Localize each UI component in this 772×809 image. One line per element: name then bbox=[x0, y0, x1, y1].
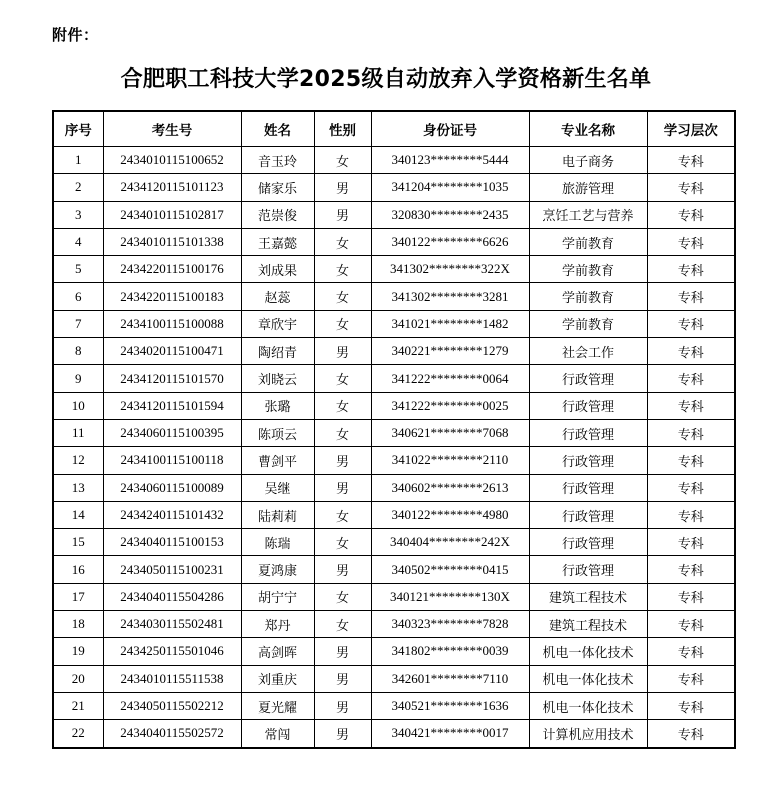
cell-major: 旅游管理 bbox=[529, 174, 647, 201]
table-row bbox=[53, 583, 735, 610]
table-row bbox=[53, 419, 735, 446]
cell-gender: 男 bbox=[314, 447, 371, 474]
cell-exam-number: 2434220115100176 bbox=[103, 256, 241, 283]
cell-name: 常闯 bbox=[241, 720, 314, 748]
cell-level: 专科 bbox=[647, 692, 735, 719]
cell-seq: 21 bbox=[53, 692, 103, 719]
cell-gender: 女 bbox=[314, 583, 371, 610]
cell-exam-number: 2434250115501046 bbox=[103, 638, 241, 665]
cell-gender: 女 bbox=[314, 611, 371, 638]
table-row bbox=[53, 556, 735, 583]
table-row bbox=[53, 256, 735, 283]
cell-name: 刘重庆 bbox=[241, 665, 314, 692]
table-row bbox=[53, 611, 735, 638]
column-header-level: 学习层次 bbox=[647, 111, 735, 147]
cell-name: 刘成果 bbox=[241, 256, 314, 283]
cell-exam-number: 2434010115102817 bbox=[103, 201, 241, 228]
attachment-label: 附件： bbox=[52, 26, 99, 44]
cell-seq: 13 bbox=[53, 474, 103, 501]
column-header-major: 专业名称 bbox=[529, 111, 647, 147]
cell-level: 专科 bbox=[647, 283, 735, 310]
table-row bbox=[53, 365, 735, 392]
table-header-row bbox=[53, 111, 735, 147]
cell-level: 专科 bbox=[647, 474, 735, 501]
cell-id-number: 341302********322X bbox=[371, 256, 529, 283]
cell-exam-number: 2434030115502481 bbox=[103, 611, 241, 638]
cell-id-number: 341021********1482 bbox=[371, 310, 529, 337]
cell-id-number: 340123********5444 bbox=[371, 147, 529, 174]
cell-major: 行政管理 bbox=[529, 501, 647, 528]
cell-id-number: 341802********0039 bbox=[371, 638, 529, 665]
cell-level: 专科 bbox=[647, 720, 735, 748]
cell-id-number: 340602********2613 bbox=[371, 474, 529, 501]
cell-exam-number: 2434120115101594 bbox=[103, 392, 241, 419]
table-row bbox=[53, 392, 735, 419]
document-title: 合肥职工科技大学2025级自动放弃入学资格新生名单 bbox=[120, 67, 652, 92]
table-row bbox=[53, 283, 735, 310]
cell-seq: 1 bbox=[53, 147, 103, 174]
cell-gender: 男 bbox=[314, 556, 371, 583]
cell-gender: 男 bbox=[314, 720, 371, 748]
cell-exam-number: 2434220115100183 bbox=[103, 283, 241, 310]
cell-major: 烹饪工艺与营养 bbox=[529, 201, 647, 228]
cell-name: 储家乐 bbox=[241, 174, 314, 201]
table-row bbox=[53, 692, 735, 719]
cell-name: 王嘉懿 bbox=[241, 228, 314, 255]
cell-gender: 女 bbox=[314, 392, 371, 419]
cell-gender: 男 bbox=[314, 692, 371, 719]
cell-exam-number: 2434050115100231 bbox=[103, 556, 241, 583]
cell-gender: 女 bbox=[314, 228, 371, 255]
cell-id-number: 340323********7828 bbox=[371, 611, 529, 638]
cell-major: 行政管理 bbox=[529, 556, 647, 583]
cell-exam-number: 2434040115502572 bbox=[103, 720, 241, 748]
cell-seq: 9 bbox=[53, 365, 103, 392]
cell-major: 学前教育 bbox=[529, 283, 647, 310]
cell-id-number: 340122********6626 bbox=[371, 228, 529, 255]
cell-id-number: 340621********7068 bbox=[371, 419, 529, 446]
table-row bbox=[53, 201, 735, 228]
cell-major: 计算机应用技术 bbox=[529, 720, 647, 748]
cell-major: 建筑工程技术 bbox=[529, 611, 647, 638]
cell-level: 专科 bbox=[647, 583, 735, 610]
cell-name: 范崇俊 bbox=[241, 201, 314, 228]
table-row bbox=[53, 529, 735, 556]
cell-seq: 17 bbox=[53, 583, 103, 610]
cell-level: 专科 bbox=[647, 201, 735, 228]
cell-id-number: 340521********1636 bbox=[371, 692, 529, 719]
cell-level: 专科 bbox=[647, 256, 735, 283]
cell-exam-number: 2434050115502212 bbox=[103, 692, 241, 719]
cell-seq: 6 bbox=[53, 283, 103, 310]
cell-name: 刘晓云 bbox=[241, 365, 314, 392]
cell-gender: 男 bbox=[314, 638, 371, 665]
cell-seq: 12 bbox=[53, 447, 103, 474]
cell-name: 音玉玲 bbox=[241, 147, 314, 174]
cell-level: 专科 bbox=[647, 147, 735, 174]
cell-exam-number: 2434060115100395 bbox=[103, 419, 241, 446]
cell-seq: 22 bbox=[53, 720, 103, 748]
cell-exam-number: 2434240115101432 bbox=[103, 501, 241, 528]
cell-name: 陈瑞 bbox=[241, 529, 314, 556]
cell-name: 赵蕊 bbox=[241, 283, 314, 310]
cell-level: 专科 bbox=[647, 174, 735, 201]
cell-id-number: 341204********1035 bbox=[371, 174, 529, 201]
cell-id-number: 340502********0415 bbox=[371, 556, 529, 583]
cell-gender: 男 bbox=[314, 474, 371, 501]
table-row bbox=[53, 147, 735, 174]
cell-seq: 16 bbox=[53, 556, 103, 583]
cell-major: 行政管理 bbox=[529, 529, 647, 556]
cell-gender: 女 bbox=[314, 365, 371, 392]
cell-gender: 女 bbox=[314, 256, 371, 283]
cell-level: 专科 bbox=[647, 447, 735, 474]
cell-name: 夏光耀 bbox=[241, 692, 314, 719]
cell-id-number: 340121********130X bbox=[371, 583, 529, 610]
table-row bbox=[53, 665, 735, 692]
cell-gender: 女 bbox=[314, 283, 371, 310]
cell-exam-number: 2434010115101338 bbox=[103, 228, 241, 255]
column-header-id-number: 身份证号 bbox=[371, 111, 529, 147]
cell-level: 专科 bbox=[647, 310, 735, 337]
cell-id-number: 341022********2110 bbox=[371, 447, 529, 474]
cell-seq: 11 bbox=[53, 419, 103, 446]
cell-name: 吴继 bbox=[241, 474, 314, 501]
cell-id-number: 341302********3281 bbox=[371, 283, 529, 310]
cell-gender: 男 bbox=[314, 174, 371, 201]
cell-major: 行政管理 bbox=[529, 447, 647, 474]
table-row bbox=[53, 338, 735, 365]
column-header-exam-number: 考生号 bbox=[103, 111, 241, 147]
cell-major: 学前教育 bbox=[529, 310, 647, 337]
table-body bbox=[53, 147, 735, 748]
cell-major: 社会工作 bbox=[529, 338, 647, 365]
cell-seq: 14 bbox=[53, 501, 103, 528]
student-roster-table bbox=[52, 110, 736, 749]
cell-gender: 男 bbox=[314, 201, 371, 228]
table-row bbox=[53, 228, 735, 255]
cell-level: 专科 bbox=[647, 365, 735, 392]
cell-seq: 4 bbox=[53, 228, 103, 255]
cell-gender: 女 bbox=[314, 501, 371, 528]
cell-exam-number: 2434100115100118 bbox=[103, 447, 241, 474]
cell-name: 章欣宇 bbox=[241, 310, 314, 337]
cell-exam-number: 2434120115101570 bbox=[103, 365, 241, 392]
cell-major: 电子商务 bbox=[529, 147, 647, 174]
cell-id-number: 341222********0025 bbox=[371, 392, 529, 419]
cell-name: 陆莉莉 bbox=[241, 501, 314, 528]
cell-seq: 5 bbox=[53, 256, 103, 283]
cell-major: 学前教育 bbox=[529, 228, 647, 255]
table-row bbox=[53, 638, 735, 665]
cell-gender: 女 bbox=[314, 310, 371, 337]
cell-seq: 15 bbox=[53, 529, 103, 556]
cell-gender: 男 bbox=[314, 665, 371, 692]
table-row bbox=[53, 174, 735, 201]
cell-id-number: 340122********4980 bbox=[371, 501, 529, 528]
cell-level: 专科 bbox=[647, 228, 735, 255]
cell-gender: 女 bbox=[314, 147, 371, 174]
cell-name: 陶绍青 bbox=[241, 338, 314, 365]
cell-gender: 女 bbox=[314, 529, 371, 556]
cell-seq: 3 bbox=[53, 201, 103, 228]
cell-seq: 20 bbox=[53, 665, 103, 692]
cell-id-number: 341222********0064 bbox=[371, 365, 529, 392]
cell-level: 专科 bbox=[647, 529, 735, 556]
cell-id-number: 320830********2435 bbox=[371, 201, 529, 228]
cell-exam-number: 2434120115101123 bbox=[103, 174, 241, 201]
cell-major: 机电一体化技术 bbox=[529, 665, 647, 692]
cell-name: 曹剑平 bbox=[241, 447, 314, 474]
cell-name: 高剑晖 bbox=[241, 638, 314, 665]
cell-exam-number: 2434010115100652 bbox=[103, 147, 241, 174]
cell-name: 夏鸿康 bbox=[241, 556, 314, 583]
cell-exam-number: 2434040115504286 bbox=[103, 583, 241, 610]
column-header-name: 姓名 bbox=[241, 111, 314, 147]
cell-id-number: 340221********1279 bbox=[371, 338, 529, 365]
cell-seq: 2 bbox=[53, 174, 103, 201]
cell-id-number: 340404********242X bbox=[371, 529, 529, 556]
cell-level: 专科 bbox=[647, 392, 735, 419]
cell-id-number: 342601********7110 bbox=[371, 665, 529, 692]
cell-exam-number: 2434040115100153 bbox=[103, 529, 241, 556]
cell-gender: 男 bbox=[314, 338, 371, 365]
cell-seq: 8 bbox=[53, 338, 103, 365]
cell-major: 行政管理 bbox=[529, 392, 647, 419]
cell-major: 行政管理 bbox=[529, 419, 647, 446]
cell-level: 专科 bbox=[647, 338, 735, 365]
column-header-seq: 序号 bbox=[53, 111, 103, 147]
cell-level: 专科 bbox=[647, 501, 735, 528]
cell-gender: 女 bbox=[314, 419, 371, 446]
cell-major: 学前教育 bbox=[529, 256, 647, 283]
cell-name: 胡宁宁 bbox=[241, 583, 314, 610]
cell-name: 陈项云 bbox=[241, 419, 314, 446]
cell-seq: 7 bbox=[53, 310, 103, 337]
table-row bbox=[53, 447, 735, 474]
cell-level: 专科 bbox=[647, 665, 735, 692]
cell-level: 专科 bbox=[647, 611, 735, 638]
table-row bbox=[53, 720, 735, 748]
cell-level: 专科 bbox=[647, 419, 735, 446]
cell-major: 机电一体化技术 bbox=[529, 692, 647, 719]
cell-level: 专科 bbox=[647, 556, 735, 583]
table-row bbox=[53, 310, 735, 337]
cell-exam-number: 2434010115511538 bbox=[103, 665, 241, 692]
cell-seq: 10 bbox=[53, 392, 103, 419]
cell-name: 郑丹 bbox=[241, 611, 314, 638]
cell-seq: 19 bbox=[53, 638, 103, 665]
cell-major: 行政管理 bbox=[529, 365, 647, 392]
cell-major: 机电一体化技术 bbox=[529, 638, 647, 665]
cell-major: 行政管理 bbox=[529, 474, 647, 501]
table-row bbox=[53, 501, 735, 528]
cell-name: 张璐 bbox=[241, 392, 314, 419]
cell-major: 建筑工程技术 bbox=[529, 583, 647, 610]
column-header-gender: 性别 bbox=[314, 111, 371, 147]
cell-id-number: 340421********0017 bbox=[371, 720, 529, 748]
cell-exam-number: 2434020115100471 bbox=[103, 338, 241, 365]
cell-level: 专科 bbox=[647, 638, 735, 665]
cell-exam-number: 2434100115100088 bbox=[103, 310, 241, 337]
cell-exam-number: 2434060115100089 bbox=[103, 474, 241, 501]
cell-seq: 18 bbox=[53, 611, 103, 638]
table-row bbox=[53, 474, 735, 501]
